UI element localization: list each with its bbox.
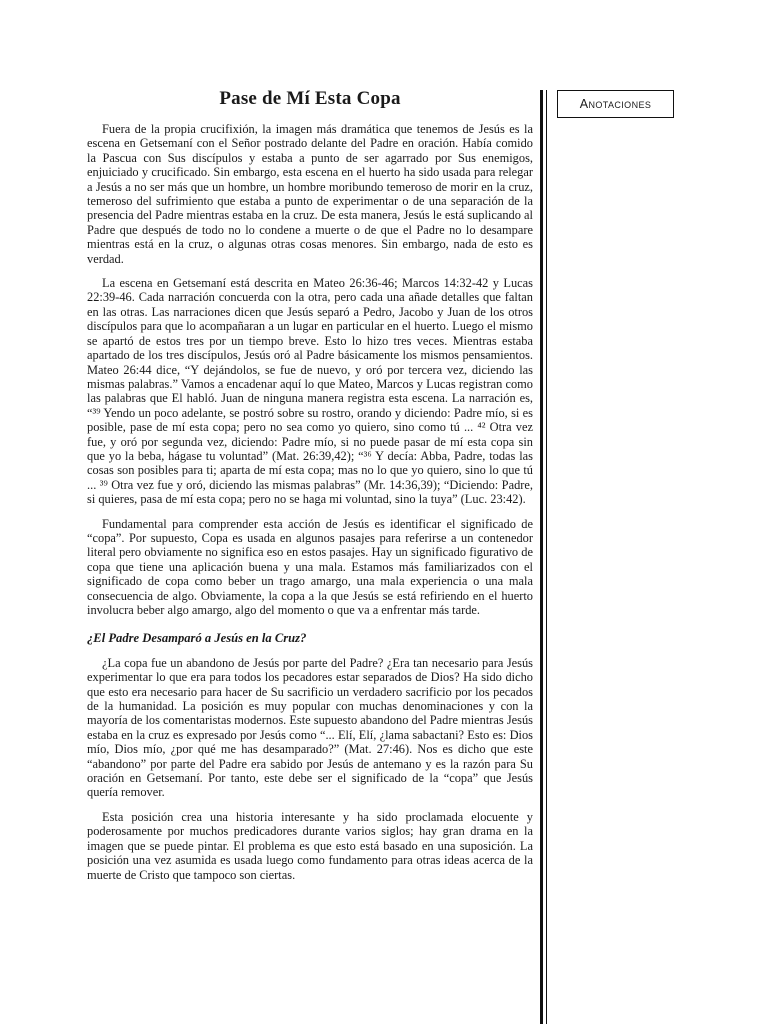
paragraph-3: Fundamental para comprender esta acción de Jesús es identificar el significado de “copa”. Por supuesto, Copa es usada en algunos pasajes para referirse a un contenedor literal pero obviamente no significa eso en estos pasajes. Hay un significado figurativo de copa que tiene una aplicación buena y una mala. Estamos más familiarizados con el significado de copa como beber un trago amargo, una mala experiencia o una mala consecuencia de algo. Obviamente, la copa a la que Jesús se está refiriendo en el huerto involucra beber algo amargo, algo del momento o que va a enfrentar más tarde. <box>87 516 533 617</box>
paragraph-1: Fuera de la propia crucifixión, la imagen más dramática que tenemos de Jesús es la escena en Getsemaní con el Señor postrado delante del Padre en oración. Había comido la Pascua con Sus discípulos y estaba a punto de ser agarrado por Sus enemigos, enjuiciado y crucificado. Sin embargo, esta escena en el huerto ha sido usada para relegar a Jesús a no ser más que un hombre, un hombre moribundo temeroso de morir en la cruz, temeroso del sufrimiento que estaba a punto de experimentar o de una separación de la presencia del Padre mientras estaba en la cruz. De esta manera, Jesús le está suplicando al Padre que después de todo no lo condene a muerte o de que el Padre no lo desampare mientras está en la cruz, o algunas otras cosas menores. Sin embargo, nada de esto es verdad. <box>87 122 533 266</box>
paragraph-5: Esta posición crea una historia interesante y ha sido proclamada elocuente y poderosamente por muchos predicadores durante varios siglos; hay gran drama en la imagen que se puede pintar. El problema es que esto está basado en una suposición. La posición una vez asumida es usada luego como fundamento para otras ideas acerca de la muerte de Cristo que tampoco son ciertas. <box>87 809 533 882</box>
main-column <box>87 88 533 892</box>
sidebar-rule-thick <box>540 90 543 1024</box>
notes-label: Anotaciones <box>579 97 652 111</box>
notes-header-box <box>557 90 674 118</box>
page-title: Pase de Mí Esta Copa <box>219 88 401 109</box>
paragraph-4: ¿La copa fue un abandono de Jesús por parte del Padre? ¿Era tan necesario para Jesús experimentar lo que era para todos los pecadores estar separados de Dios? Ha sido dicho que esto era necesario para hacer de Su sacrificio un verdadero sacrificio por los pecados de la humanidad. La posición es muy popular con muchas denominaciones y con la mayoría de los comentaristas modernos. Este supuesto abandono del Padre mientras Jesús estaba en la cruz es expresado por Jesús como “... Elí, Elí, ¿lama sabactani? Esto es: Dios mío, Dios mío, ¿por qué me has desamparado?” (Mat. 27:46). Nos es dicho que este “abandono” por parte del Padre era sabido por Jesús de antemano y es la razón para Su oración en Getsemaní. Por tanto, este debe ser el significado de la “copa” que Jesús quería remover. <box>87 655 533 800</box>
section-subheading: ¿El Padre Desamparó a Jesús en la Cruz? <box>87 631 307 646</box>
notes-sidebar <box>540 90 674 1024</box>
paragraph-2: La escena en Getsemaní está descrita en Mateo 26:36-46; Marcos 14:32-42 y Lucas 22:39-46. Cada narración concuerda con la otra, pero cada una añade detalles que faltan en las otras. Las narraciones dicen que Jesús separó a Pedro, Jacobo y Juan de los otros discípulos para que lo acompañaran a un lugar en particular en el huerto. Luego el mismo se apartó de estos tres por un tiempo breve. Esto lo hizo tres veces. Mientras estaba apartado de los tres discípulos, Jesús oró al Padre básicamente los mismos pensamientos. Mateo 26:44 dice, “Y dejándolos, se fue de nuevo, y oró por tercera vez, diciendo las mismas palabras.” Vamos a encadenar aquí lo que Mateo, Marcos y Lucas registran como las palabras que El habló. Juan de ninguna manera registra esta escena. La narración es, “³⁹ Yendo un poco adelante, se postró sobre su rostro, orando y diciendo: Padre mío, si es posible, pase de mí esta copa; pero no sea como yo quiero, sino como tú ... ⁴² Otra vez fue, y oró por segunda vez, diciendo: Padre mío, si no puede pasar de mí esta copa sin que yo la beba, hágase tu voluntad” (Mat. 26:39,42); “³⁶ Y decía: Abba, Padre, todas las cosas son posibles para ti; aparta de mí esta copa; mas no lo que yo quiero, sino lo que tú ... ³⁹ Otra vez fue y oró, diciendo las mismas palabras” (Mr. 14:36,39); “Diciendo: Padre, si quieres, pasa de mí esta copa; pero no se haga mi voluntad, sino la tuya” (Luc. 23:42). <box>87 276 533 507</box>
sidebar-rule-thin <box>546 90 547 1024</box>
